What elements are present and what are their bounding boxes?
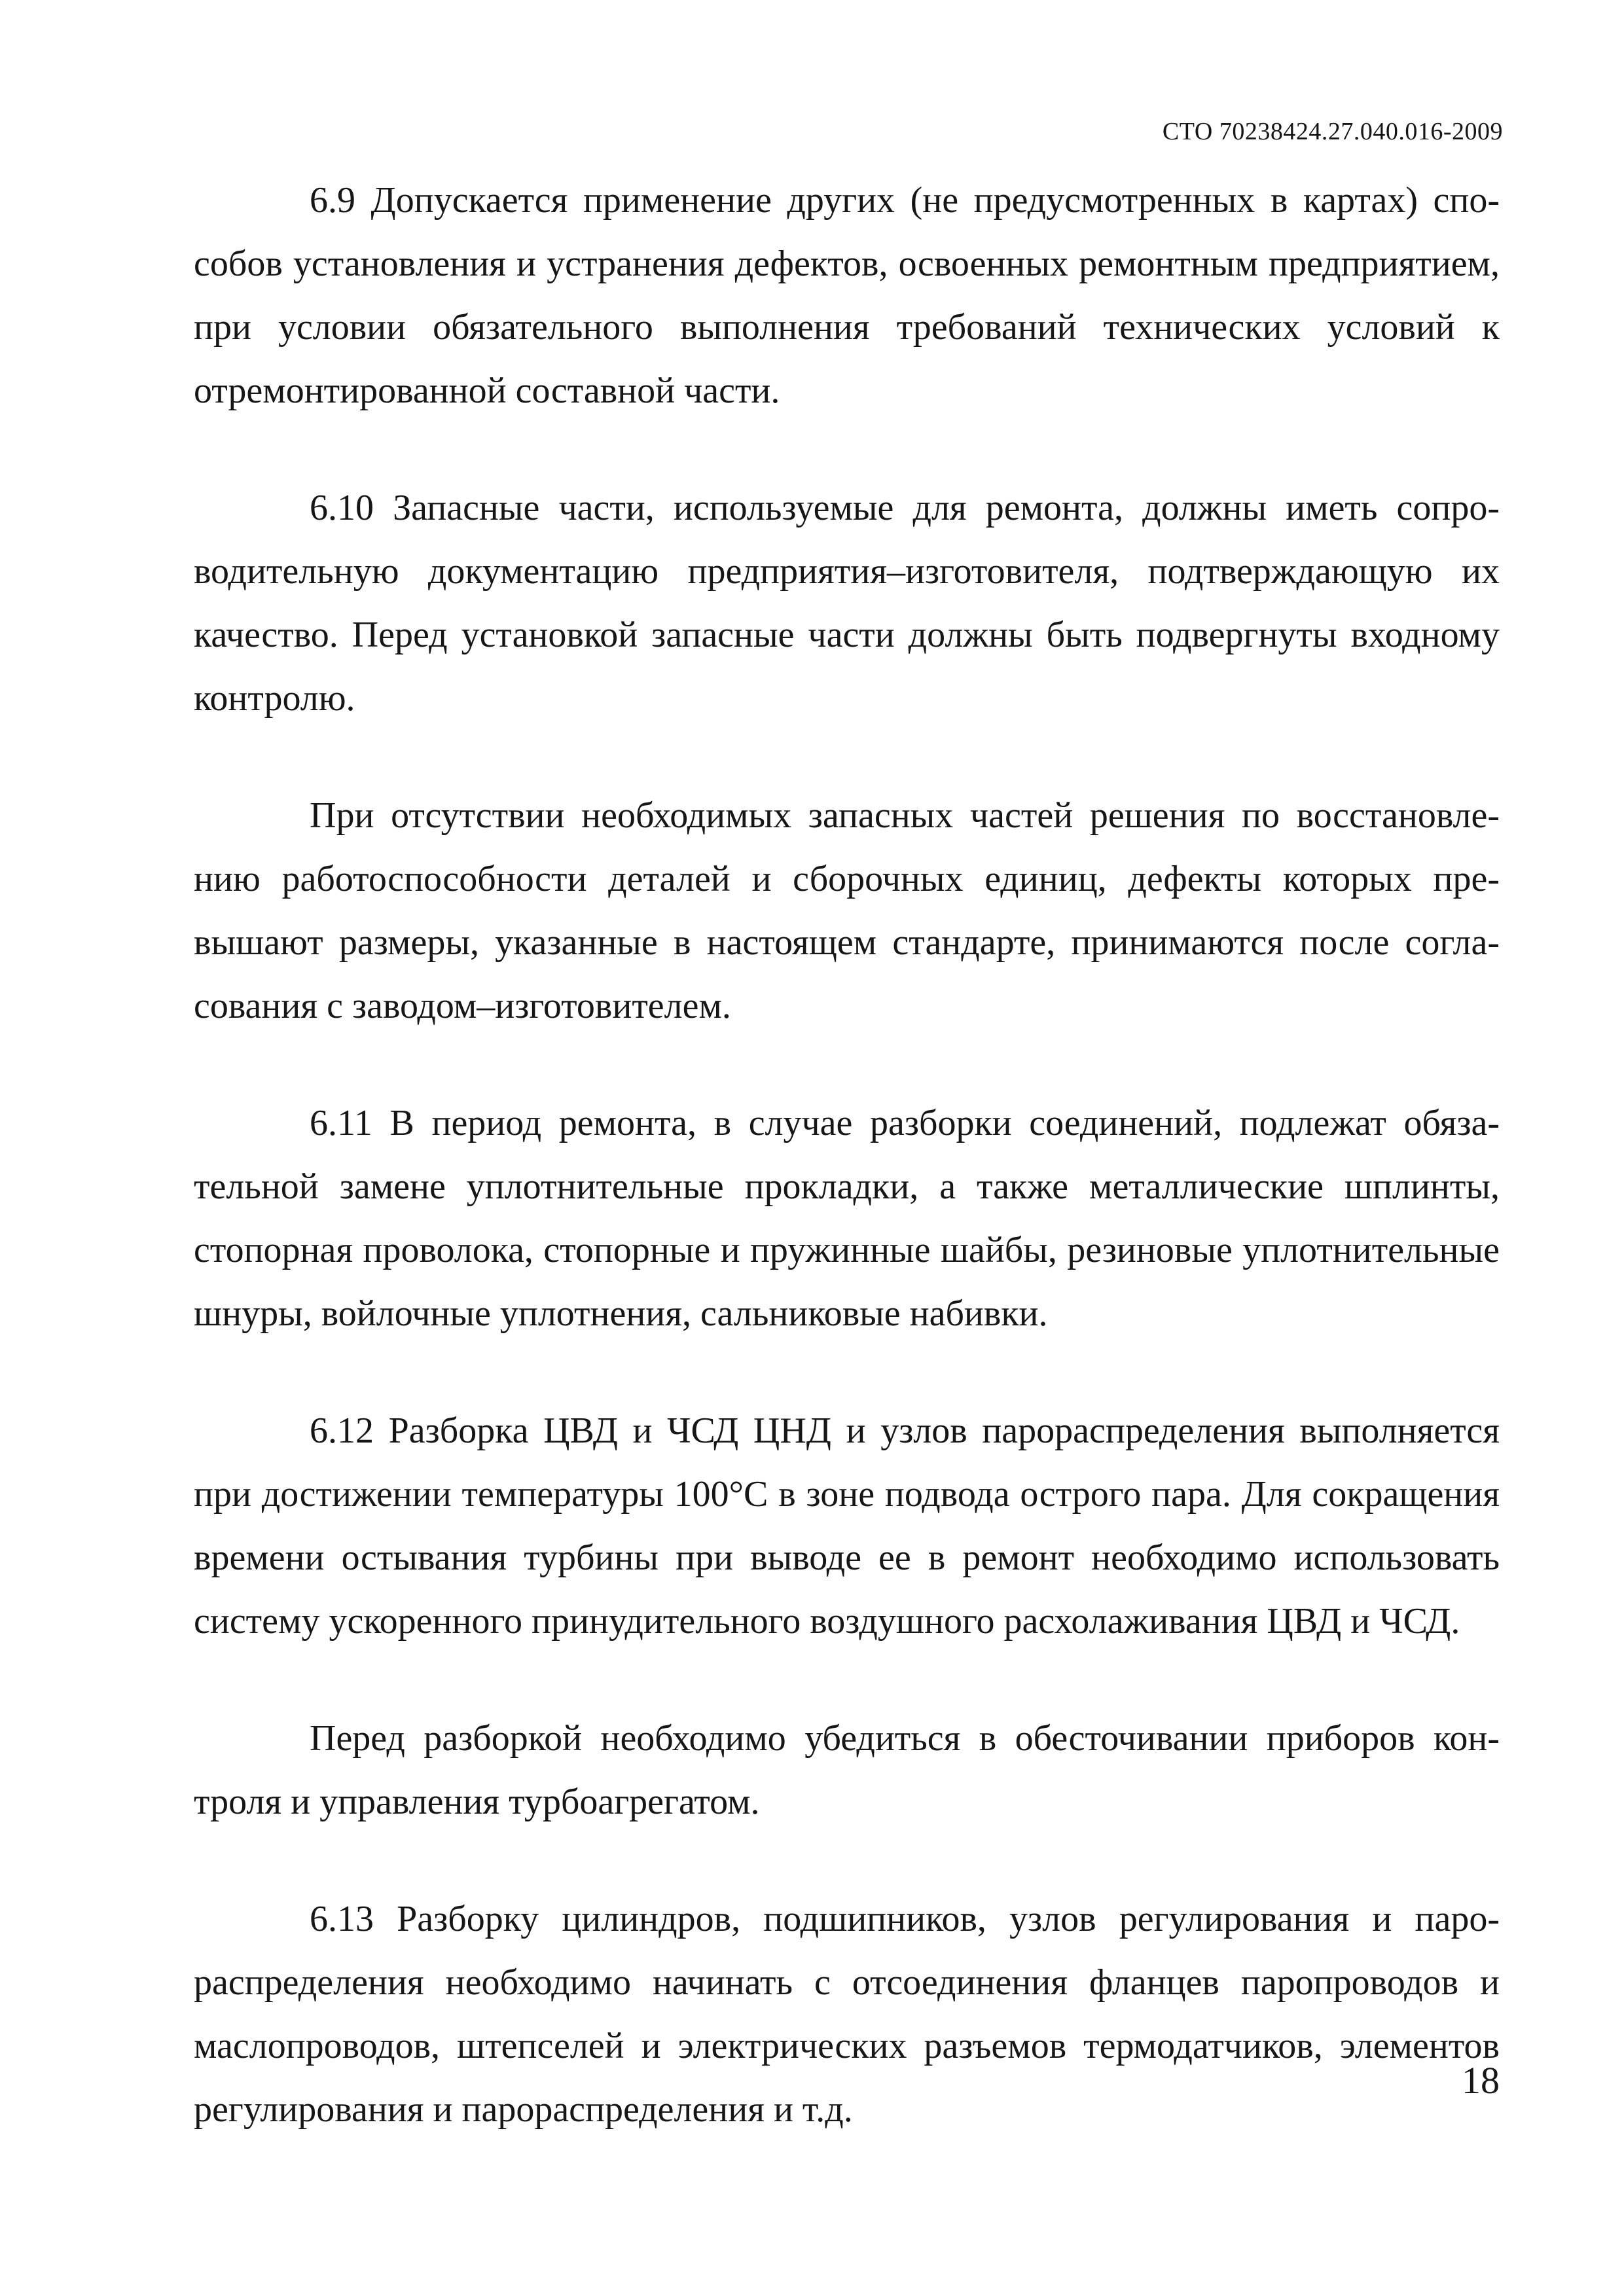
document-body [194, 169, 1500, 2142]
document-code-header: СТО 70238424.27.040.016-2009 [1162, 118, 1503, 145]
paragraph-6-9: 6.9 Допускается применение других (не предусмотренных в картах) способов установления и устранения дефектов, освоенных ремонтным предприятием, при условии обязательного выполнения требований технических условий к отремонтированной составной части. [194, 180, 1500, 411]
paragraph-spare-parts-absence: При отсутствии необходимых запасных частей решения по восстановлению работоспособности деталей и сборочных единиц, дефекты которых превышают размеры, указанные в настоящем стандарте, принимаются после согласования с заводом–изготовителем. [194, 795, 1500, 1026]
paragraph-6-13: 6.13 Разборку цилиндров, подшипников, узлов регулирования и парораспределения необходимо начинать с отсоединения фланцев паропроводов и маслопроводов, штепселей и электрических разъемов термодатчиков, элементов регулирования и парораспределения и т.д. [194, 1899, 1500, 2130]
paragraph-6-10: 6.10 Запасные части, используемые для ремонта, должны иметь сопроводительную документацию предприятия–изготовителя, подтверждающую их качество. Перед установкой запасные части должны быть подвергнуты входному контролю. [194, 488, 1500, 719]
paragraph-6-12: 6.12 Разборка ЦВД и ЧСД ЦНД и узлов парораспределения выполняется при достижении температуры 100°С в зоне подвода острого пара. Для сокращения времени остывания турбины при выводе ее в ремонт необходимо использовать систему ускоренного принудительного воздушного расхолаживания ЦВД и ЧСД. [194, 1410, 1500, 1641]
page-number: 18 [1462, 2059, 1500, 2102]
paragraph-deenergize-check: Перед разборкой необходимо убедиться в обесточивании приборов контроля и управления турбоагрегатом. [194, 1718, 1500, 1822]
paragraph-6-11: 6.11 В период ремонта, в случае разборки соединений, подлежат обязательной замене уплотнительные прокладки, а также металлические шплинты, стопорная проволока, стопорные и пружинные шайбы, резиновые уплотнительные шнуры, войлочные уплотнения, сальниковые набивки. [194, 1103, 1500, 1334]
